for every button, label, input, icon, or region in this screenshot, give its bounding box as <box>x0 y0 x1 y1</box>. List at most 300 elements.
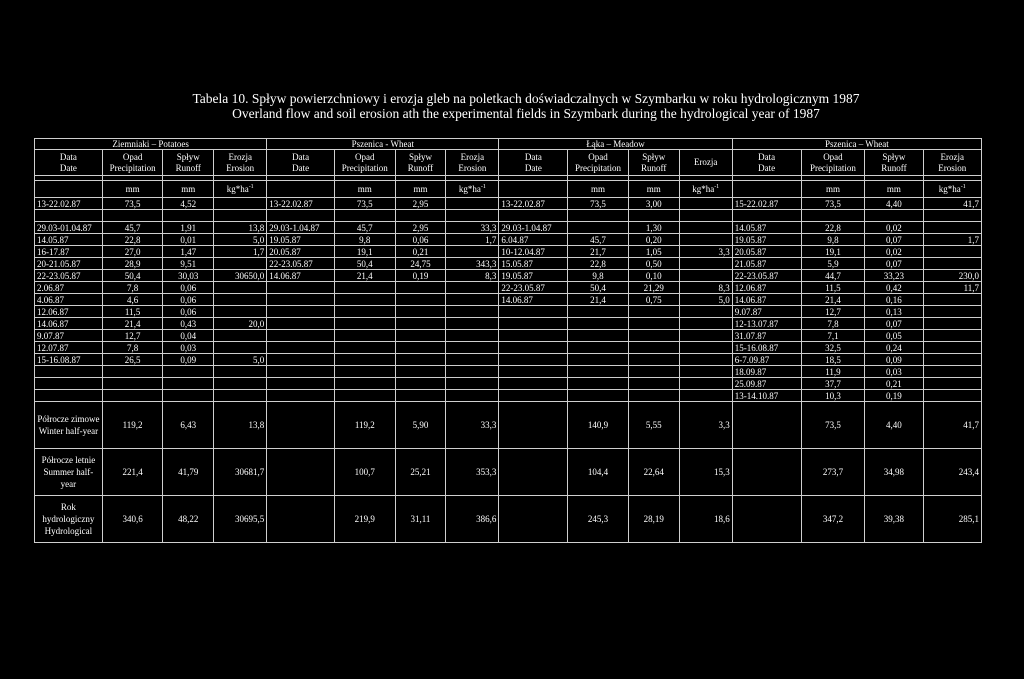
value-cell: 0,09 <box>163 354 214 366</box>
date-cell: 22-23.05.87 <box>732 270 801 282</box>
value-cell <box>446 318 499 330</box>
value-cell: 19,1 <box>801 246 865 258</box>
value-cell: 11,5 <box>102 306 162 318</box>
table-row <box>35 306 982 318</box>
table-row <box>35 198 982 210</box>
value-cell <box>568 330 628 342</box>
value-cell <box>679 234 732 246</box>
value-cell: 21,4 <box>568 294 628 306</box>
value-cell <box>923 294 981 306</box>
value-cell <box>335 378 395 390</box>
value-cell <box>214 282 267 294</box>
value-cell: 9,51 <box>163 258 214 270</box>
value-cell: 1,30 <box>628 222 679 234</box>
value-cell <box>628 366 679 378</box>
value-cell <box>923 210 981 222</box>
column-header: Opad Precipitation <box>568 150 628 176</box>
summary-value: 119,2 <box>102 402 162 449</box>
value-cell <box>923 330 981 342</box>
value-cell <box>446 354 499 366</box>
summary-value <box>499 449 568 496</box>
date-cell <box>267 378 335 390</box>
value-cell: 5,0 <box>214 354 267 366</box>
value-cell: 0,16 <box>865 294 923 306</box>
value-cell <box>679 270 732 282</box>
value-cell <box>679 366 732 378</box>
value-cell <box>628 318 679 330</box>
value-cell <box>923 342 981 354</box>
value-cell: 73,5 <box>801 198 865 210</box>
date-cell: 14.06.87 <box>35 318 103 330</box>
column-header: Erozja <box>679 150 732 176</box>
column-header: Erozja Erosion <box>214 150 267 176</box>
value-cell <box>214 390 267 402</box>
group-header: Pszenica – Wheat <box>732 139 981 150</box>
value-cell <box>446 282 499 294</box>
summary-value: 4,40 <box>865 402 923 449</box>
value-cell: 7,1 <box>801 330 865 342</box>
value-cell <box>163 366 214 378</box>
value-cell: 28,9 <box>102 258 162 270</box>
value-cell <box>102 378 162 390</box>
group-header-row <box>35 139 982 150</box>
value-cell <box>568 366 628 378</box>
date-cell: 14.06.87 <box>267 270 335 282</box>
date-cell: 6-7.09.87 <box>732 354 801 366</box>
summary-value: 119,2 <box>335 402 395 449</box>
summary-value: 6,43 <box>163 402 214 449</box>
date-cell: 13-22.02.87 <box>499 198 568 210</box>
table-row <box>35 210 982 222</box>
date-cell: 14.05.87 <box>35 234 103 246</box>
value-cell: 9,8 <box>801 234 865 246</box>
summary-value: 5,55 <box>628 402 679 449</box>
summary-value <box>732 449 801 496</box>
column-header: Spływ Runoff <box>628 150 679 176</box>
date-cell <box>267 210 335 222</box>
summary-value: 353,3 <box>446 449 499 496</box>
table-row <box>35 270 982 282</box>
value-cell: 0,20 <box>628 234 679 246</box>
value-cell <box>568 306 628 318</box>
value-cell: 0,07 <box>865 318 923 330</box>
summary-value: 48,22 <box>163 496 214 543</box>
date-cell: 21.05.87 <box>732 258 801 270</box>
value-cell <box>446 390 499 402</box>
value-cell <box>628 306 679 318</box>
value-cell: 41,7 <box>923 198 981 210</box>
value-cell: 30650,0 <box>214 270 267 282</box>
summary-value: 221,4 <box>102 449 162 496</box>
value-cell: 10,3 <box>801 390 865 402</box>
value-cell: 33,23 <box>865 270 923 282</box>
date-cell <box>35 378 103 390</box>
unit-cell <box>35 181 103 198</box>
value-cell: 1,05 <box>628 246 679 258</box>
value-cell <box>335 330 395 342</box>
value-cell: 22,8 <box>568 258 628 270</box>
value-cell <box>395 330 446 342</box>
summary-row <box>35 449 982 496</box>
value-cell <box>395 282 446 294</box>
value-cell <box>446 378 499 390</box>
value-cell <box>395 210 446 222</box>
date-cell <box>267 366 335 378</box>
summary-value: 15,3 <box>679 449 732 496</box>
value-cell <box>568 210 628 222</box>
value-cell <box>335 354 395 366</box>
value-cell: 0,05 <box>865 330 923 342</box>
date-cell <box>267 306 335 318</box>
date-cell <box>267 318 335 330</box>
summary-value <box>499 402 568 449</box>
value-cell <box>446 198 499 210</box>
value-cell: 7,8 <box>801 318 865 330</box>
value-cell: 0,06 <box>163 306 214 318</box>
value-cell: 1,7 <box>923 234 981 246</box>
value-cell <box>923 222 981 234</box>
summary-value: 340,6 <box>102 496 162 543</box>
summary-value: 18,6 <box>679 496 732 543</box>
date-cell: 6.04.87 <box>499 234 568 246</box>
date-cell: 14.05.87 <box>732 222 801 234</box>
summary-value <box>732 496 801 543</box>
value-cell <box>628 354 679 366</box>
value-cell <box>446 342 499 354</box>
value-cell: 22,8 <box>102 234 162 246</box>
date-cell <box>267 282 335 294</box>
value-cell: 22,8 <box>801 222 865 234</box>
value-cell <box>923 246 981 258</box>
value-cell: 1,47 <box>163 246 214 258</box>
value-cell <box>568 354 628 366</box>
date-cell: 29.03-1.04.87 <box>267 222 335 234</box>
date-cell: 10-12.04.87 <box>499 246 568 258</box>
value-cell <box>395 366 446 378</box>
summary-value: 30695,5 <box>214 496 267 543</box>
value-cell: 24,75 <box>395 258 446 270</box>
value-cell: 0,02 <box>865 246 923 258</box>
date-cell <box>499 342 568 354</box>
value-cell: 2,95 <box>395 198 446 210</box>
date-cell <box>499 330 568 342</box>
value-cell: 45,7 <box>335 222 395 234</box>
value-cell: 0,09 <box>865 354 923 366</box>
summary-value: 33,3 <box>446 402 499 449</box>
summary-value <box>267 496 335 543</box>
date-cell: 22-23.05.87 <box>499 282 568 294</box>
value-cell <box>335 294 395 306</box>
summary-label: Rok hydrologiczny Hydrological <box>35 496 103 543</box>
unit-cell: mm <box>865 181 923 198</box>
value-cell: 0,03 <box>865 366 923 378</box>
erosion-data-table <box>34 138 982 543</box>
table-row <box>35 222 982 234</box>
unit-cell: mm <box>102 181 162 198</box>
value-cell <box>102 366 162 378</box>
column-header: Data Date <box>267 150 335 176</box>
summary-value: 104,4 <box>568 449 628 496</box>
date-cell <box>499 318 568 330</box>
summary-value: 31,11 <box>395 496 446 543</box>
value-cell <box>679 198 732 210</box>
value-cell <box>446 330 499 342</box>
value-cell <box>679 210 732 222</box>
date-cell: 2.06.87 <box>35 282 103 294</box>
value-cell <box>335 306 395 318</box>
value-cell: 0,13 <box>865 306 923 318</box>
value-cell: 21,4 <box>801 294 865 306</box>
value-cell <box>335 366 395 378</box>
table-row <box>35 282 982 294</box>
value-cell <box>335 282 395 294</box>
table-row <box>35 258 982 270</box>
value-cell: 230,0 <box>923 270 981 282</box>
value-cell <box>865 210 923 222</box>
date-cell: 15-16.08.87 <box>732 342 801 354</box>
unit-cell: mm <box>335 181 395 198</box>
value-cell <box>628 378 679 390</box>
summary-value: 386,6 <box>446 496 499 543</box>
summary-value: 347,2 <box>801 496 865 543</box>
date-cell: 19.05.87 <box>732 234 801 246</box>
date-cell: 15.05.87 <box>499 258 568 270</box>
value-cell <box>446 210 499 222</box>
value-cell: 5,0 <box>214 234 267 246</box>
unit-cell: mm <box>395 181 446 198</box>
value-cell: 2,95 <box>395 222 446 234</box>
table-row <box>35 318 982 330</box>
value-cell: 0,42 <box>865 282 923 294</box>
summary-value: 30681,7 <box>214 449 267 496</box>
summary-value <box>499 496 568 543</box>
date-cell: 29.03-01.04.87 <box>35 222 103 234</box>
date-cell: 22-23.05.87 <box>267 258 335 270</box>
summary-value: 13,8 <box>214 402 267 449</box>
value-cell: 0,06 <box>163 294 214 306</box>
summary-value: 245,3 <box>568 496 628 543</box>
unit-cell: $kg*ha^{-1}$ <box>679 181 732 198</box>
value-cell: 0,21 <box>865 378 923 390</box>
table-row <box>35 330 982 342</box>
value-cell <box>214 330 267 342</box>
value-cell <box>679 390 732 402</box>
value-cell <box>446 294 499 306</box>
value-cell: 3,3 <box>679 246 732 258</box>
value-cell: 4,40 <box>865 198 923 210</box>
value-cell: 12,7 <box>801 306 865 318</box>
value-cell <box>335 342 395 354</box>
unit-cell <box>732 181 801 198</box>
value-cell: 0,02 <box>865 222 923 234</box>
value-cell: 1,7 <box>214 246 267 258</box>
date-cell <box>267 294 335 306</box>
value-cell <box>679 378 732 390</box>
date-cell: 19.05.87 <box>499 270 568 282</box>
unit-cell: mm <box>628 181 679 198</box>
value-cell <box>628 342 679 354</box>
column-header: Data Date <box>499 150 568 176</box>
value-cell: 50,4 <box>335 258 395 270</box>
summary-row <box>35 402 982 449</box>
value-cell <box>163 390 214 402</box>
unit-cell <box>267 181 335 198</box>
value-cell: 37,7 <box>801 378 865 390</box>
unit-cell: $kg*ha^{-1}$ <box>214 181 267 198</box>
date-cell: 19.05.87 <box>267 234 335 246</box>
date-cell: 20.05.87 <box>267 246 335 258</box>
summary-value <box>267 449 335 496</box>
date-cell: 16-17.87 <box>35 246 103 258</box>
value-cell: 1,91 <box>163 222 214 234</box>
table-row <box>35 390 982 402</box>
date-cell <box>499 306 568 318</box>
value-cell: 45,7 <box>102 222 162 234</box>
value-cell <box>568 378 628 390</box>
summary-value: 41,7 <box>923 402 981 449</box>
value-cell: 11,7 <box>923 282 981 294</box>
value-cell: 32,5 <box>801 342 865 354</box>
date-cell <box>732 210 801 222</box>
value-cell: 9,8 <box>335 234 395 246</box>
value-cell <box>335 210 395 222</box>
value-cell: 73,5 <box>568 198 628 210</box>
value-cell <box>568 318 628 330</box>
value-cell <box>679 306 732 318</box>
table-row <box>35 354 982 366</box>
column-header: Data Date <box>35 150 103 176</box>
value-cell <box>679 330 732 342</box>
value-cell <box>628 390 679 402</box>
value-cell: 8,3 <box>446 270 499 282</box>
summary-value: 219,9 <box>335 496 395 543</box>
value-cell <box>628 330 679 342</box>
date-cell <box>35 366 103 378</box>
table-row <box>35 378 982 390</box>
value-cell <box>395 390 446 402</box>
value-cell <box>214 210 267 222</box>
table-row <box>35 234 982 246</box>
value-cell <box>395 354 446 366</box>
summary-value: 28,19 <box>628 496 679 543</box>
summary-value: 22,64 <box>628 449 679 496</box>
value-cell: 4,6 <box>102 294 162 306</box>
value-cell: 7,8 <box>102 342 162 354</box>
value-cell: 12,7 <box>102 330 162 342</box>
summary-value: 41,79 <box>163 449 214 496</box>
date-cell <box>267 390 335 402</box>
value-cell: 5,9 <box>801 258 865 270</box>
value-cell: 8,3 <box>679 282 732 294</box>
value-cell: 30,03 <box>163 270 214 282</box>
value-cell: 21,7 <box>568 246 628 258</box>
value-cell <box>102 390 162 402</box>
value-cell <box>102 210 162 222</box>
date-cell: 29.03-1.04.87 <box>499 222 568 234</box>
value-cell: 0,24 <box>865 342 923 354</box>
column-header: Opad Precipitation <box>102 150 162 176</box>
value-cell <box>214 378 267 390</box>
value-cell <box>163 210 214 222</box>
group-header: Pszenica - Wheat <box>267 139 499 150</box>
column-header: Spływ Runoff <box>163 150 214 176</box>
value-cell: 0,07 <box>865 234 923 246</box>
date-cell <box>35 390 103 402</box>
date-cell: 12.07.87 <box>35 342 103 354</box>
value-cell: 26,5 <box>102 354 162 366</box>
summary-value: 5,90 <box>395 402 446 449</box>
summary-value: 100,7 <box>335 449 395 496</box>
table-row <box>35 246 982 258</box>
column-header-row <box>35 150 982 176</box>
unit-cell: $kg*ha^{-1}$ <box>446 181 499 198</box>
value-cell <box>214 366 267 378</box>
value-cell: 19,1 <box>335 246 395 258</box>
value-cell <box>923 306 981 318</box>
date-cell: 4.06.87 <box>35 294 103 306</box>
value-cell <box>923 366 981 378</box>
value-cell: 0,06 <box>395 234 446 246</box>
value-cell: 21,4 <box>102 318 162 330</box>
value-cell <box>395 318 446 330</box>
value-cell: 0,04 <box>163 330 214 342</box>
value-cell: 50,4 <box>568 282 628 294</box>
date-cell: 14.06.87 <box>732 294 801 306</box>
value-cell: 1,7 <box>446 234 499 246</box>
column-header: Erozja Erosion <box>446 150 499 176</box>
date-cell: 20-21.05.87 <box>35 258 103 270</box>
value-cell <box>395 294 446 306</box>
table-row <box>35 294 982 306</box>
date-cell <box>499 210 568 222</box>
value-cell <box>214 306 267 318</box>
column-header: Data Date <box>732 150 801 176</box>
summary-value: 285,1 <box>923 496 981 543</box>
value-cell <box>335 390 395 402</box>
summary-row <box>35 496 982 543</box>
value-cell <box>214 342 267 354</box>
value-cell: 73,5 <box>102 198 162 210</box>
value-cell: 3,00 <box>628 198 679 210</box>
value-cell: 343,3 <box>446 258 499 270</box>
value-cell <box>214 198 267 210</box>
value-cell <box>679 354 732 366</box>
value-cell <box>679 342 732 354</box>
unit-cell <box>499 181 568 198</box>
value-cell <box>923 378 981 390</box>
value-cell <box>568 390 628 402</box>
summary-label: Półrocze zimowe Winter half-year <box>35 402 103 449</box>
unit-cell: mm <box>801 181 865 198</box>
value-cell: 0,03 <box>163 342 214 354</box>
value-cell: 0,01 <box>163 234 214 246</box>
date-cell: 25.09.87 <box>732 378 801 390</box>
summary-value: 25,21 <box>395 449 446 496</box>
value-cell <box>568 342 628 354</box>
unit-cell: mm <box>568 181 628 198</box>
group-header: Łąka – Meadow <box>499 139 732 150</box>
value-cell <box>395 342 446 354</box>
value-cell: 11,9 <box>801 366 865 378</box>
date-cell: 9.07.87 <box>732 306 801 318</box>
value-cell <box>214 258 267 270</box>
date-cell: 12.06.87 <box>732 282 801 294</box>
date-cell <box>267 342 335 354</box>
value-cell: 9,8 <box>568 270 628 282</box>
group-header: Ziemniaki – Potatoes <box>35 139 267 150</box>
unit-cell: $kg*ha^{-1}$ <box>923 181 981 198</box>
summary-label: Półrocze letnie Summer half-year <box>35 449 103 496</box>
